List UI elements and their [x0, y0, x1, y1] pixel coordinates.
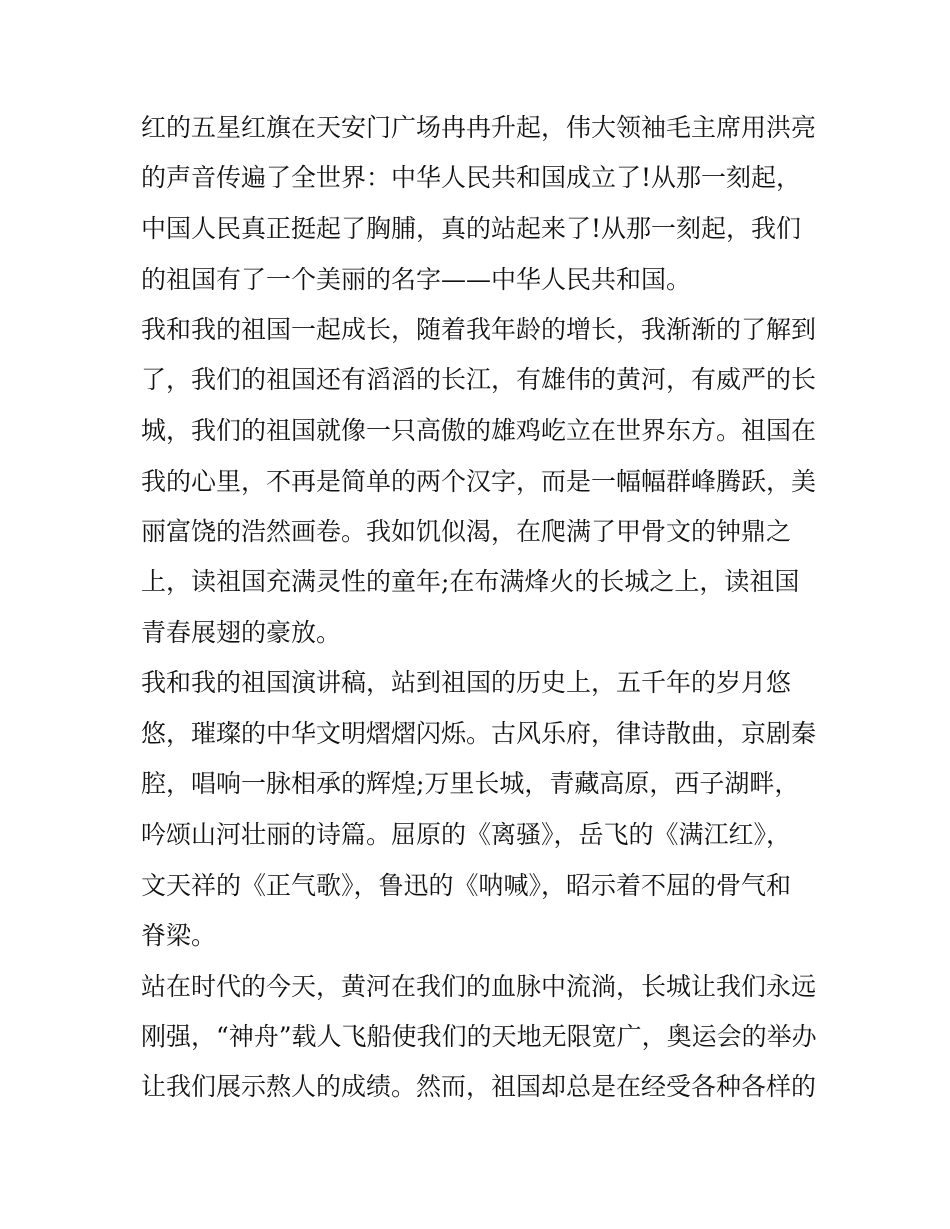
- text-line: 站在时代的今天，黄河在我们的血脉中流淌，长城让我们永远: [141, 972, 817, 1001]
- text-line: 吟颂山河壮丽的诗篇。屈原的《离骚》，岳飞的《满江红》，: [141, 820, 792, 849]
- text-line: 我和我的祖国一起成长，随着我年龄的增长，我渐渐的了解到: [141, 315, 817, 344]
- text-line: 腔，唱响一脉相承的辉煌;万里长城，青藏高原，西子湖畔，: [141, 769, 800, 798]
- text-line: 了，我们的祖国还有滔滔的长江，有雄伟的黄河，有威严的长: [141, 365, 817, 394]
- text-line: 城，我们的祖国就像一只高傲的雄鸡屹立在世界东方。祖国在: [141, 416, 817, 445]
- text-line: 让我们展示熬人的成绩。然而，祖国却总是在经受各种各样的: [141, 1072, 817, 1101]
- text-line: 我和我的祖国演讲稿，站到祖国的历史上，五千年的岁月悠: [141, 668, 792, 697]
- text-line: 脊梁。: [141, 921, 217, 950]
- text-line: 的祖国有了一个美丽的名字——中华人民共和国。: [141, 265, 692, 294]
- text-line: 刚强，“神舟”载人飞船使我们的天地无限宽广，奥运会的举办: [141, 1022, 817, 1051]
- text-line: 上，读祖国充满灵性的童年;在布满烽火的长城之上，读祖国: [141, 567, 800, 596]
- text-line: 丽富饶的浩然画卷。我如饥似渴，在爬满了甲骨文的钟鼎之: [141, 517, 792, 546]
- text-line: 文天祥的《正气歌》，鲁迅的《呐喊》，昭示着不屈的骨气和: [141, 871, 792, 900]
- text-line: 青春展翅的豪放。: [141, 618, 342, 647]
- text-line: 悠，璀璨的中华文明熠熠闪烁。古风乐府，律诗散曲，京剧秦: [141, 719, 817, 748]
- text-line: 中国人民真正挺起了胸脯，真的站起来了!从那一刻起，我们: [141, 214, 802, 243]
- text-line: 我的心里，不再是简单的两个汉字，而是一幅幅群峰腾跃，美: [141, 467, 817, 496]
- text-line: 的声音传遍了全世界：中华人民共和国成立了!从那一刻起，: [141, 163, 802, 192]
- text-line: 红的五星红旗在天安门广场冉冉升起，伟大领袖毛主席用洪亮: [141, 113, 817, 142]
